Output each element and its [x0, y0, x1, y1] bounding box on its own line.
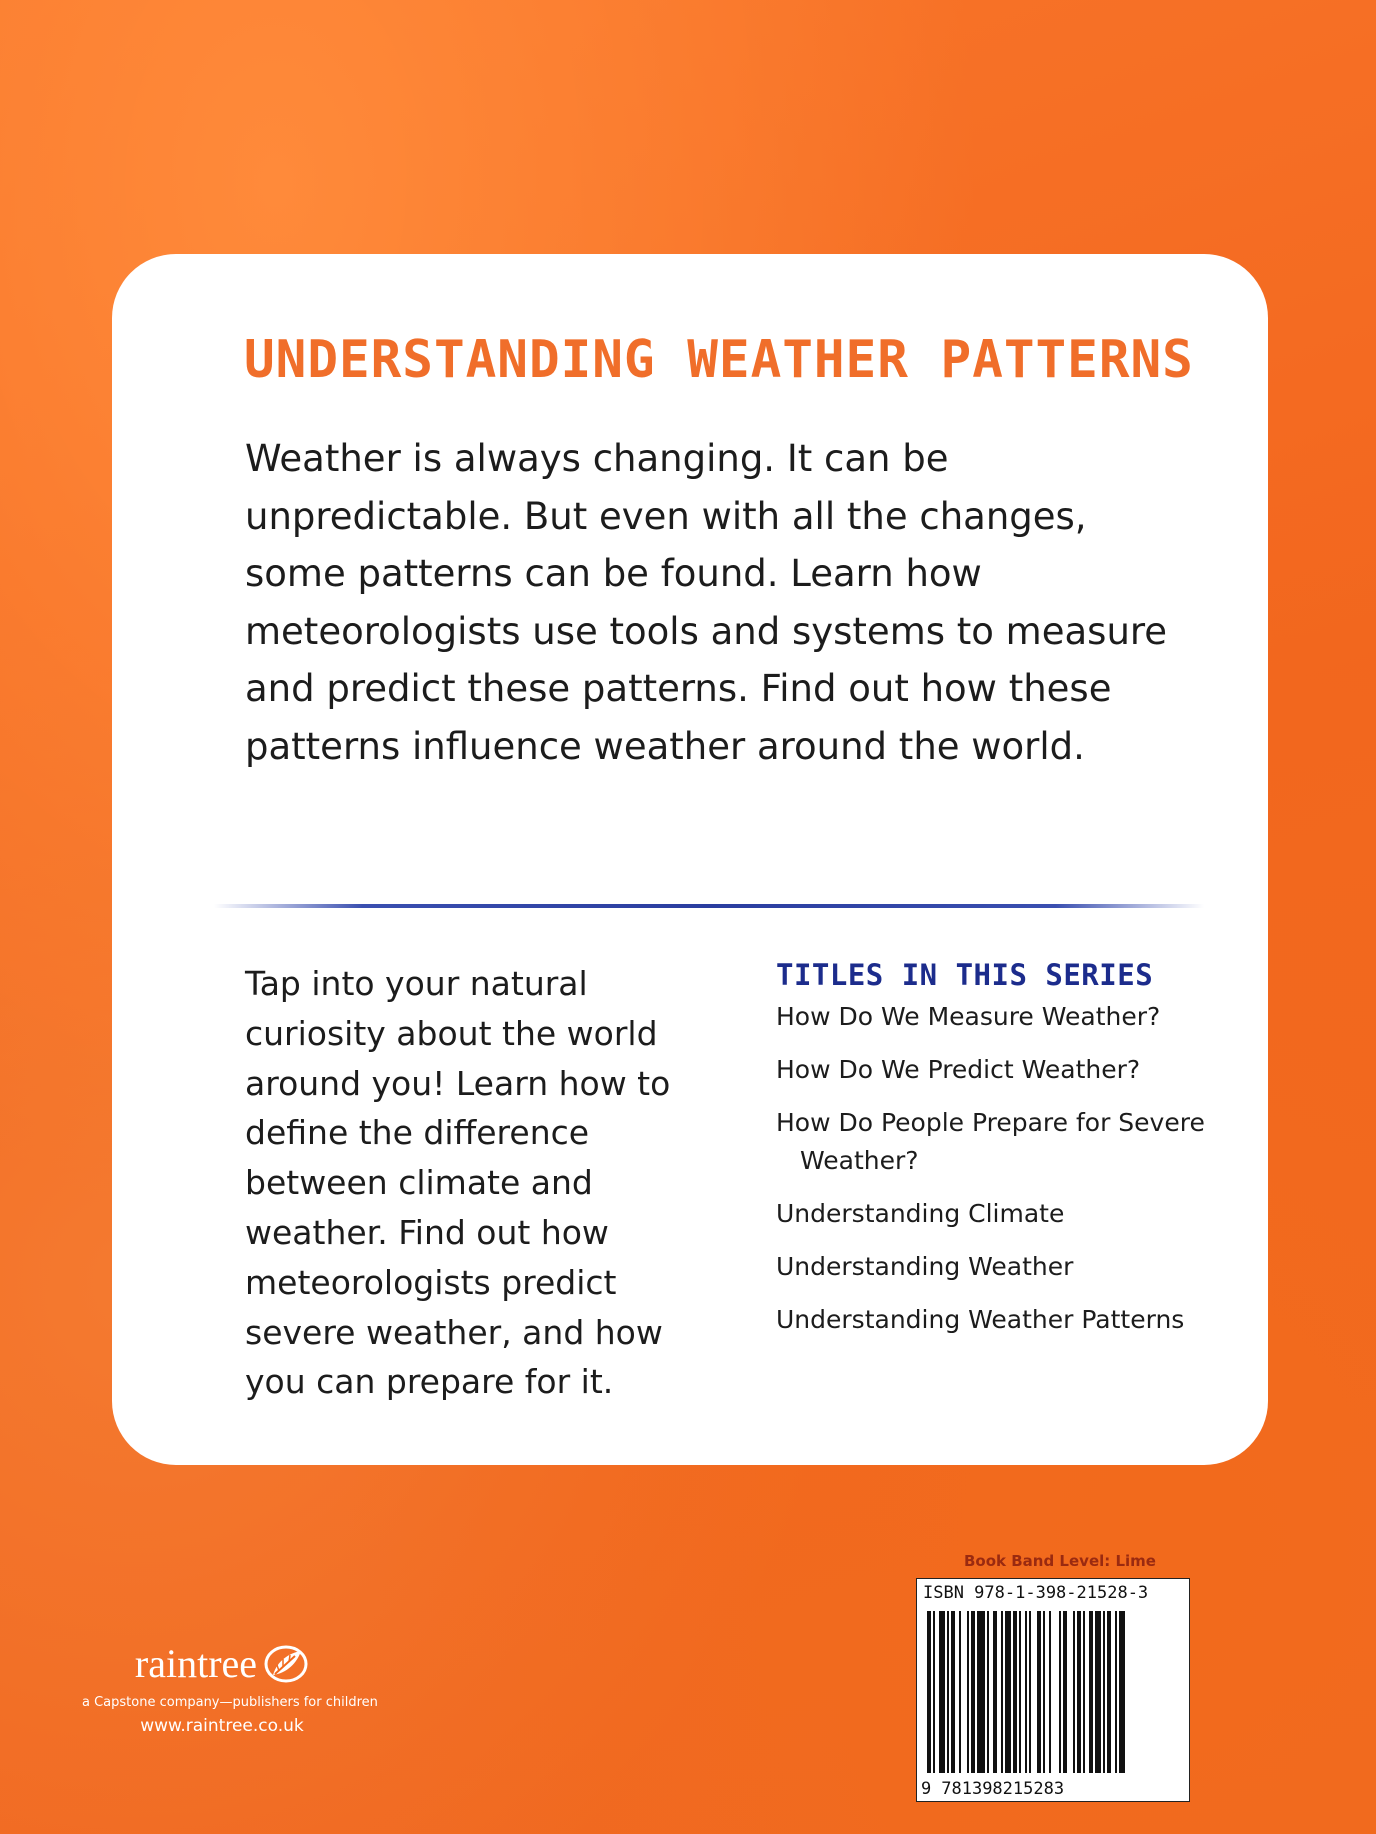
barcode-bar [1059, 1611, 1061, 1773]
series-blurb: Tap into your natural curiosity about the world around you! Learn how to define the difference between climate and weather. Find out how meteorologists predict severe weather, and how you can prepare for it. [245, 964, 671, 1402]
series-item: How Do We Measure Weather? [776, 1002, 1161, 1031]
publisher-url: www.raintree.co.uk [140, 1716, 304, 1736]
barcode-bar [1103, 1611, 1105, 1773]
isbn-text: ISBN 978-1-398-21528-3 [923, 1583, 1149, 1603]
barcode-bar [939, 1611, 945, 1773]
barcode-bar [1043, 1611, 1045, 1773]
series-list-section [776, 958, 1246, 1354]
barcode-bar [1107, 1611, 1111, 1773]
barcode-bar [1077, 1611, 1081, 1773]
barcode-bar [1049, 1611, 1051, 1773]
series-list [776, 998, 1246, 1339]
barcode-bar [971, 1611, 975, 1773]
barcode-bar [927, 1611, 931, 1773]
series-title: TITLES IN THIS SERIES [776, 958, 1154, 992]
barcode-number [921, 1779, 1185, 1799]
barcode-bar [1001, 1611, 1003, 1773]
barcode-bar [1083, 1611, 1085, 1773]
barcode-bar [1063, 1611, 1067, 1773]
publisher-logo [135, 1640, 309, 1687]
barcode-bar [947, 1611, 949, 1773]
barcode-bar [1089, 1611, 1093, 1773]
series-item: How Do We Predict Weather? [776, 1055, 1141, 1084]
barcode-bar [1005, 1611, 1011, 1773]
barcode-box [916, 1578, 1190, 1802]
barcode-bar [1073, 1611, 1075, 1773]
intro-paragraph: Weather is always changing. It can be unpredictable. But even with all the changes, some patterns can be found. Learn how meteorologists use tools and systems to measure and predict these patterns. Find out how these patterns influence weather around the world. [245, 437, 1168, 768]
barcode-bar [993, 1611, 997, 1773]
publisher-tagline: a Capstone company—publishers for children [82, 1695, 378, 1710]
series-item: Understanding Climate [776, 1199, 1065, 1228]
barcode [927, 1611, 1179, 1773]
barcode-bar [1029, 1611, 1031, 1773]
barcode-bar [1019, 1611, 1021, 1773]
book-title-heading: UNDERSTANDING WEATHER PATTERNS [244, 330, 1194, 390]
barcode-bar [951, 1611, 955, 1773]
barcode-bar [987, 1611, 989, 1773]
publisher-logo-block [82, 1640, 378, 1736]
barcode-bar [1115, 1611, 1117, 1773]
section-divider [214, 904, 1204, 908]
barcode-bar [977, 1611, 985, 1773]
description-card [112, 254, 1268, 1465]
barcode-bar [967, 1611, 969, 1773]
barcode-bar [959, 1611, 961, 1773]
barcode-bar [1095, 1611, 1101, 1773]
barcode-digits: 781398215283 [941, 1779, 1065, 1799]
barcode-bar [933, 1611, 935, 1773]
barcode-bar [1119, 1611, 1125, 1773]
barcode-bar [1037, 1611, 1041, 1773]
series-item: How Do People Prepare for Severe Weather? [776, 1108, 1205, 1175]
barcode-lead-digit: 9 [921, 1779, 932, 1799]
leaf-icon [263, 1643, 309, 1685]
publisher-name: raintree [134, 1641, 258, 1686]
barcode-bar [1013, 1611, 1017, 1773]
book-band-label: Book Band Level: Lime [964, 1552, 1156, 1570]
barcode-bar [1025, 1611, 1027, 1773]
series-item: Understanding Weather [776, 1252, 1074, 1281]
series-item: Understanding Weather Patterns [776, 1305, 1185, 1334]
